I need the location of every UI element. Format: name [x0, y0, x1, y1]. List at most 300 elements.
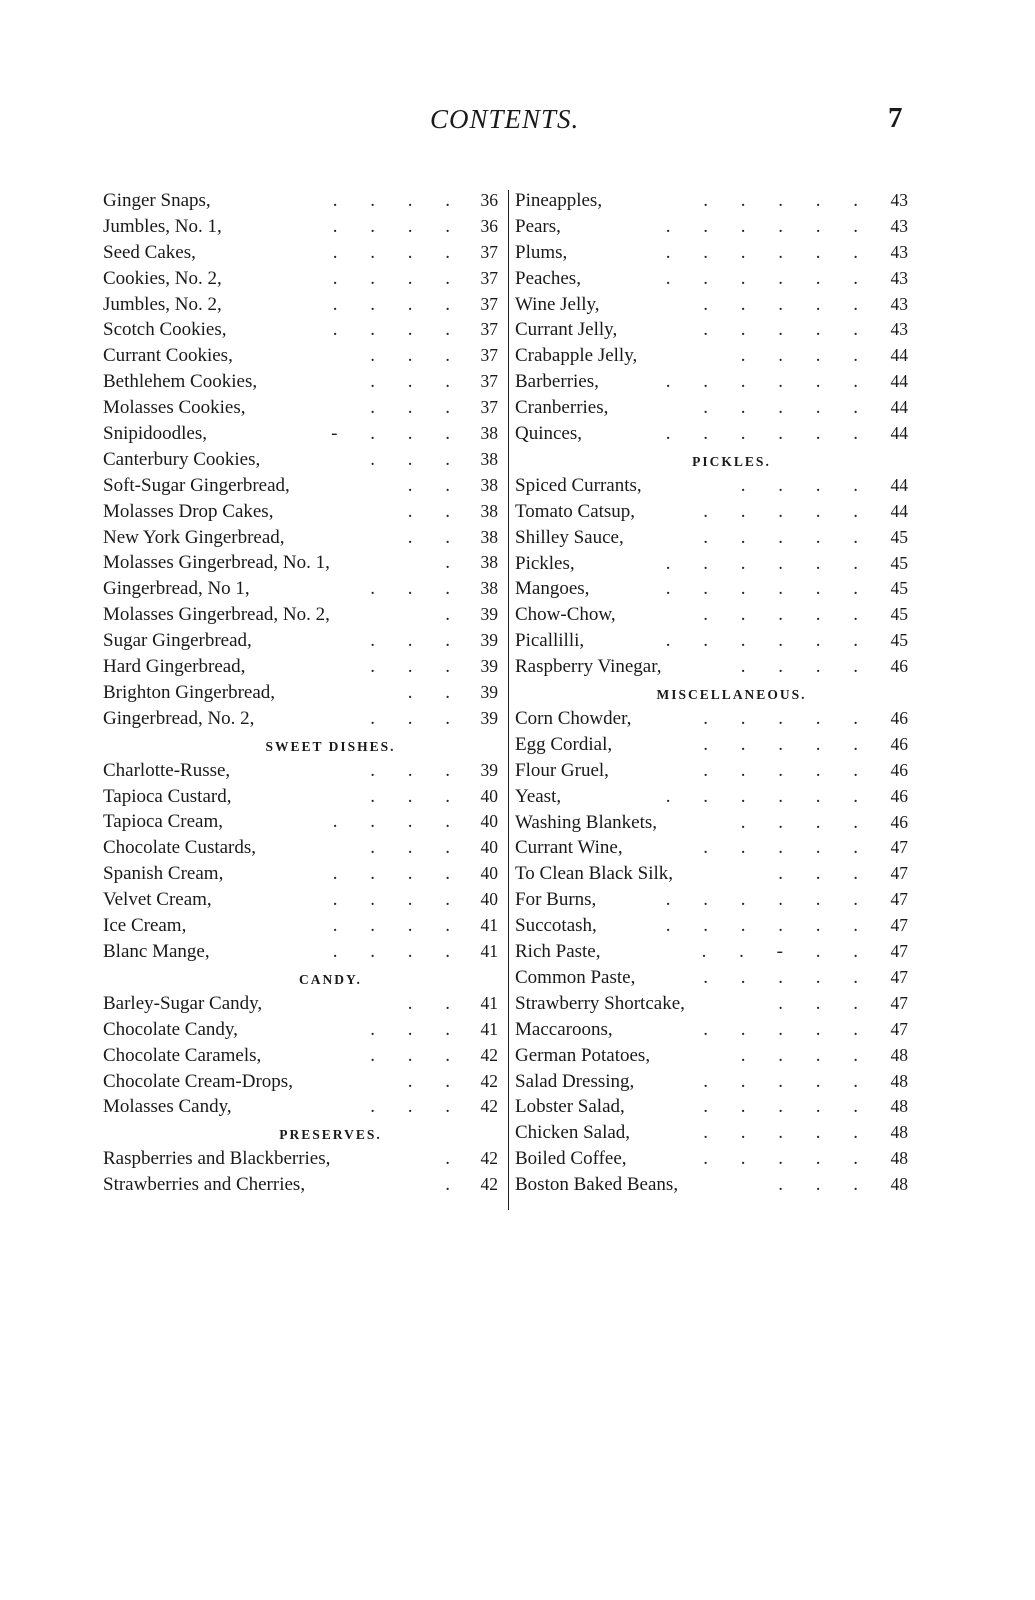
entry-page-number: 43	[890, 215, 908, 236]
entry-title: Seed Cakes,	[103, 241, 196, 263]
toc-entry	[103, 421, 498, 447]
entry-title: Pears,	[515, 215, 561, 237]
entry-leader-dots: . . . .	[332, 190, 464, 211]
toc-entry	[103, 1069, 498, 1095]
entry-leader-dots: . . . . .	[703, 1148, 872, 1170]
entry-page-number: 44	[890, 397, 908, 418]
entry-title: Quinces,	[515, 423, 583, 445]
entry-page-number: 47	[890, 837, 908, 858]
toc-entry	[103, 654, 498, 680]
entry-page-number: 48	[890, 1096, 908, 1117]
entry-page-number: 43	[890, 319, 908, 340]
entry-page-number: 46	[890, 733, 908, 754]
toc-entry	[515, 1094, 908, 1120]
entry-leader-dots: . . .	[370, 785, 464, 807]
toc-entry	[515, 188, 908, 214]
toc-section-miscellaneous	[515, 680, 908, 1198]
entry-leader-dots: . . . . .	[703, 837, 872, 859]
entry-leader-dots: . . . .	[740, 1044, 872, 1066]
toc-entry	[103, 758, 498, 784]
entry-leader-dots: . . - . .	[701, 941, 872, 963]
entry-page-number: 39	[480, 707, 498, 728]
toc-entry	[515, 292, 908, 318]
entry-title: Snipidoodles,	[103, 423, 207, 445]
entry-title: Molasses Cookies,	[103, 397, 246, 419]
entry-title: Chocolate Custards,	[103, 837, 257, 859]
entry-title: Pickles,	[515, 552, 575, 574]
entry-leader-dots: . . . .	[332, 241, 464, 263]
toc-entry	[103, 525, 498, 551]
toc-entry	[515, 602, 908, 628]
entry-title: Blanc Mange,	[103, 940, 210, 962]
section-heading: CANDY.	[299, 971, 362, 987]
toc-entry	[103, 240, 498, 266]
entry-page-number: 43	[890, 293, 908, 314]
entry-leader-dots: . . . .	[740, 811, 872, 833]
toc-entry	[103, 784, 498, 810]
entry-leader-dots: . . . . .	[703, 733, 872, 755]
toc-entry	[103, 499, 498, 525]
entry-leader-dots: . . . .	[332, 267, 464, 289]
entry-title: Cookies, No. 2,	[103, 267, 222, 289]
entry-leader-dots: . . . .	[332, 863, 464, 885]
entry-title: Peaches,	[515, 267, 581, 289]
entry-title: Currant Wine,	[515, 837, 623, 859]
toc-entry	[103, 447, 498, 473]
toc-entry	[515, 991, 908, 1017]
entry-leader-dots: . . . . .	[703, 708, 872, 730]
toc-entry	[103, 395, 498, 421]
entry-title: Jumbles, No. 2,	[103, 293, 222, 315]
entry-page-number: 38	[480, 500, 498, 521]
entry-page-number: 44	[890, 371, 908, 392]
entry-title: Succotash,	[515, 915, 597, 937]
toc-entry	[515, 706, 908, 732]
entry-leader-dots: . . . .	[332, 319, 464, 341]
entry-leader-dots: . . .	[370, 656, 464, 678]
toc-entry	[515, 343, 908, 369]
entry-title: Ice Cream,	[103, 915, 187, 937]
toc-entry	[103, 292, 498, 318]
entry-title: Cranberries,	[515, 397, 609, 419]
toc-entry	[103, 1146, 498, 1172]
entry-title: Charlotte-Russe,	[103, 759, 231, 781]
toc-entry	[103, 602, 498, 628]
toc-right-column	[515, 188, 908, 1198]
entry-leader-dots: . . . . .	[703, 397, 872, 419]
page-number: 7	[888, 102, 903, 134]
entry-leader-dots: . . . .	[740, 656, 872, 678]
entry-title: Washing Blankets,	[515, 811, 658, 833]
entry-leader-dots: . . . . . .	[665, 423, 872, 445]
toc-entry	[103, 1017, 498, 1043]
entry-title: Picallilli,	[515, 630, 585, 652]
entry-leader-dots: . . . . .	[703, 1018, 872, 1040]
entry-title: Boiled Coffee,	[515, 1148, 627, 1170]
entry-page-number: 42	[480, 1148, 498, 1169]
entry-title: Sugar Gingerbread,	[103, 630, 252, 652]
entry-title: Strawberries and Cherries,	[103, 1174, 306, 1196]
toc-section-preserves	[103, 1120, 498, 1198]
entry-leader-dots: . . .	[370, 630, 464, 652]
toc-entry	[515, 395, 908, 421]
toc-entry	[515, 1017, 908, 1043]
section-heading: PICKLES.	[692, 453, 771, 469]
entry-title: Tapioca Cream,	[103, 811, 224, 833]
toc-section-sweet-dishes	[103, 732, 498, 965]
entry-leader-dots: . . . . .	[703, 604, 872, 626]
entry-page-number: 41	[480, 992, 498, 1013]
entry-page-number: 42	[480, 1044, 498, 1065]
entry-title: Currant Jelly,	[515, 319, 618, 341]
entry-title: Strawberry Shortcake,	[515, 992, 685, 1014]
entry-title: Hard Gingerbread,	[103, 656, 246, 678]
toc-section	[515, 188, 908, 447]
entry-page-number: 37	[480, 319, 498, 340]
entry-leader-dots: .	[445, 1174, 464, 1196]
entry-title: Yeast,	[515, 785, 562, 807]
entry-title: Molasses Candy,	[103, 1096, 232, 1118]
toc-entry	[103, 939, 498, 965]
toc-left-column	[103, 188, 498, 1198]
entry-page-number: 43	[890, 267, 908, 288]
toc-section	[103, 188, 498, 732]
entry-page-number: 40	[480, 863, 498, 884]
entry-leader-dots: . . . . . .	[665, 915, 872, 937]
entry-title: Chicken Salad,	[515, 1122, 631, 1144]
entry-leader-dots: . . . . .	[703, 293, 872, 315]
entry-page-number: 43	[890, 190, 908, 210]
entry-title: Rich Paste,	[515, 941, 601, 963]
entry-leader-dots: . . .	[370, 1044, 464, 1066]
entry-leader-dots: . . . . . .	[665, 630, 872, 652]
entry-page-number: 38	[480, 552, 498, 573]
entry-title: Raspberry Vinegar,	[515, 656, 662, 678]
entry-page-number: 46	[890, 811, 908, 832]
toc-entry	[103, 266, 498, 292]
entry-title: Scotch Cookies,	[103, 319, 227, 341]
entry-title: Jumbles, No. 1,	[103, 215, 222, 237]
toc-entry	[515, 913, 908, 939]
entry-title: Spiced Currants,	[515, 474, 642, 496]
toc-entry	[515, 1146, 908, 1172]
entry-title: For Burns,	[515, 889, 597, 911]
toc-entry	[515, 1120, 908, 1146]
entry-leader-dots: .	[445, 604, 464, 626]
entry-page-number: 39	[480, 604, 498, 625]
entry-page-number: 39	[480, 681, 498, 702]
toc-entry	[515, 835, 908, 861]
toc-entry	[103, 473, 498, 499]
entry-title: Flour Gruel,	[515, 759, 609, 781]
entry-page-number: 38	[480, 448, 498, 469]
entry-title: Brighton Gingerbread,	[103, 681, 276, 703]
entry-title: New York Gingerbread,	[103, 526, 285, 548]
entry-title: Soft-Sugar Gingerbread,	[103, 474, 290, 496]
entry-leader-dots: . . .	[370, 397, 464, 419]
entry-leader-dots: . . .	[370, 448, 464, 470]
entry-leader-dots: . . .	[370, 707, 464, 729]
entry-title: Molasses Drop Cakes,	[103, 500, 274, 522]
toc-entry	[103, 1172, 498, 1198]
entry-page-number: 39	[480, 759, 498, 780]
entry-page-number: 40	[480, 785, 498, 806]
entry-title: Chocolate Candy,	[103, 1018, 238, 1040]
entry-page-number: 45	[890, 630, 908, 651]
toc-entry	[515, 810, 908, 836]
entry-leader-dots: . . . . . .	[665, 215, 872, 237]
toc-entry	[515, 214, 908, 240]
toc-entry	[103, 1043, 498, 1069]
toc-entry	[515, 576, 908, 602]
entry-title: Gingerbread, No 1,	[103, 578, 250, 600]
entry-leader-dots: . . . .	[332, 889, 464, 911]
entry-title: Chocolate Cream-Drops,	[103, 1070, 293, 1092]
entry-leader-dots: . . . . . .	[665, 241, 872, 263]
entry-page-number: 41	[480, 915, 498, 936]
entry-leader-dots: . . .	[370, 578, 464, 600]
entry-page-number: 37	[480, 293, 498, 314]
entry-leader-dots: . . . . .	[703, 500, 872, 522]
toc-entry	[103, 188, 498, 214]
entry-title: Tomato Catsup,	[515, 500, 636, 522]
toc-entry	[515, 861, 908, 887]
entry-leader-dots: . . . .	[332, 811, 464, 833]
entry-leader-dots: .	[445, 552, 464, 574]
toc-entry	[103, 550, 498, 576]
toc-entry	[515, 887, 908, 913]
entry-leader-dots: . .	[407, 1070, 464, 1092]
entry-title: Bethlehem Cookies,	[103, 371, 258, 393]
toc-entry	[515, 473, 908, 499]
entry-title: Barley-Sugar Candy,	[103, 992, 263, 1014]
toc-entry	[515, 551, 908, 577]
entry-page-number: 48	[890, 1122, 908, 1143]
entry-page-number: 37	[480, 371, 498, 392]
toc-entry	[103, 887, 498, 913]
section-heading: SWEET DISHES.	[265, 738, 396, 754]
entry-title: Boston Baked Beans,	[515, 1174, 679, 1196]
entry-title: Ginger Snaps,	[103, 190, 211, 211]
toc-entry	[515, 654, 908, 680]
entry-page-number: 47	[890, 915, 908, 936]
entry-page-number: 44	[890, 500, 908, 521]
entry-leader-dots: .	[445, 1148, 464, 1170]
entry-leader-dots: . . . . . .	[665, 785, 872, 807]
entry-leader-dots: . . . . .	[703, 526, 872, 548]
entry-page-number: 46	[890, 708, 908, 729]
toc-entry	[515, 758, 908, 784]
toc-entry	[515, 1069, 908, 1095]
toc-entry	[103, 706, 498, 732]
entry-leader-dots: . . .	[370, 1018, 464, 1040]
entry-page-number: 45	[890, 526, 908, 547]
entry-leader-dots: . . . . . .	[665, 578, 872, 600]
entry-page-number: 47	[890, 1018, 908, 1039]
entry-title: Canterbury Cookies,	[103, 448, 261, 470]
entry-title: Common Paste,	[515, 966, 636, 988]
entry-page-number: 48	[890, 1070, 908, 1091]
entry-leader-dots: . .	[407, 474, 464, 496]
entry-page-number: 37	[480, 345, 498, 366]
toc-entry	[515, 317, 908, 343]
entry-page-number: 37	[480, 397, 498, 418]
entry-leader-dots: . . .	[370, 345, 464, 367]
entry-page-number: 47	[890, 863, 908, 884]
entry-page-number: 48	[890, 1174, 908, 1195]
entry-page-number: 36	[480, 190, 498, 210]
entry-title: Crabapple Jelly,	[515, 345, 638, 367]
entry-title: Molasses Gingerbread, No. 2,	[103, 604, 330, 626]
entry-leader-dots: . . . . .	[703, 759, 872, 781]
entry-page-number: 38	[480, 526, 498, 547]
entry-page-number: 47	[890, 889, 908, 910]
page-header	[0, 104, 1035, 144]
entry-page-number: 44	[890, 474, 908, 495]
entry-leader-dots: . . . . .	[703, 1070, 872, 1092]
entry-title: Wine Jelly,	[515, 293, 600, 315]
entry-title: Pineapples,	[515, 190, 603, 211]
entry-leader-dots: . . .	[778, 1174, 872, 1196]
entry-leader-dots: . . .	[778, 992, 872, 1014]
toc-entry	[515, 1172, 908, 1198]
toc-entry	[515, 525, 908, 551]
toc-section-candy	[103, 965, 498, 1120]
entry-title: To Clean Black Silk,	[515, 863, 674, 885]
entry-page-number: 40	[480, 811, 498, 832]
entry-leader-dots: . . . .	[332, 940, 464, 962]
entry-leader-dots: . . . . .	[703, 1096, 872, 1118]
entry-leader-dots: . . . . . .	[665, 552, 872, 574]
entry-leader-dots: . . . .	[740, 345, 872, 367]
entry-title: Tapioca Custard,	[103, 785, 232, 807]
entry-page-number: 42	[480, 1174, 498, 1195]
entry-page-number: 41	[480, 1018, 498, 1039]
toc-entry	[103, 214, 498, 240]
entry-page-number: 38	[480, 578, 498, 599]
toc-entry	[103, 680, 498, 706]
entry-leader-dots: . . . .	[332, 293, 464, 315]
entry-title: Maccaroons,	[515, 1018, 613, 1040]
entry-page-number: 45	[890, 578, 908, 599]
toc-entry	[103, 628, 498, 654]
entry-leader-dots: . . . . .	[703, 190, 872, 211]
toc-entry	[515, 1043, 908, 1069]
entry-leader-dots: . . .	[370, 1096, 464, 1118]
entry-leader-dots: . . .	[370, 759, 464, 781]
entry-page-number: 43	[890, 241, 908, 262]
entry-page-number: 47	[890, 941, 908, 962]
toc-entry	[103, 317, 498, 343]
entry-page-number: 46	[890, 785, 908, 806]
toc-entry	[515, 965, 908, 991]
entry-page-number: 46	[890, 656, 908, 677]
entry-page-number: 39	[480, 656, 498, 677]
entry-title: Egg Cordial,	[515, 733, 613, 755]
toc-entry	[515, 732, 908, 758]
toc-entry	[103, 861, 498, 887]
toc-entry	[515, 499, 908, 525]
entry-page-number: 47	[890, 966, 908, 987]
entry-leader-dots: . . .	[370, 371, 464, 393]
entry-page-number: 40	[480, 837, 498, 858]
entry-title: Spanish Cream,	[103, 863, 224, 885]
entry-page-number: 41	[480, 940, 498, 961]
entry-title: Velvet Cream,	[103, 889, 212, 911]
entry-leader-dots: . . .	[778, 863, 872, 885]
entry-title: Corn Chowder,	[515, 708, 632, 730]
entry-page-number: 47	[890, 992, 908, 1013]
entry-page-number: 48	[890, 1148, 908, 1169]
entry-leader-dots: . .	[407, 500, 464, 522]
toc-entry	[515, 421, 908, 447]
entry-leader-dots: . .	[407, 526, 464, 548]
entry-title: Molasses Gingerbread, No. 1,	[103, 552, 330, 574]
entry-leader-dots: . .	[407, 681, 464, 703]
entry-page-number: 42	[480, 1096, 498, 1117]
entry-page-number: 44	[890, 345, 908, 366]
entry-page-number: 39	[480, 630, 498, 651]
entry-leader-dots: . . . .	[740, 474, 872, 496]
toc-entry	[515, 939, 908, 965]
entry-title: Shilley Sauce,	[515, 526, 624, 548]
toc-entry	[515, 369, 908, 395]
entry-title: Gingerbread, No. 2,	[103, 707, 255, 729]
entry-title: Mangoes,	[515, 578, 590, 600]
entry-page-number: 36	[480, 215, 498, 236]
toc-entry	[103, 991, 498, 1017]
toc-entry	[515, 784, 908, 810]
entry-leader-dots: . . . .	[332, 215, 464, 237]
entry-page-number: 42	[480, 1070, 498, 1091]
toc-entry	[103, 576, 498, 602]
column-divider	[508, 190, 509, 1210]
entry-page-number: 38	[480, 423, 498, 444]
entry-page-number: 38	[480, 474, 498, 495]
entry-title: Salad Dressing,	[515, 1070, 635, 1092]
entry-title: Chow-Chow,	[515, 604, 616, 626]
entry-page-number: 37	[480, 241, 498, 262]
toc-entry	[103, 835, 498, 861]
toc-section-pickles	[515, 447, 908, 680]
entry-page-number: 45	[890, 604, 908, 625]
entry-title: Currant Cookies,	[103, 345, 233, 367]
toc-entry	[515, 266, 908, 292]
entry-leader-dots: . . . . . .	[665, 889, 872, 911]
section-heading: MISCELLANEOUS.	[656, 687, 807, 703]
entry-title: German Potatoes,	[515, 1044, 651, 1066]
entry-title: Lobster Salad,	[515, 1096, 625, 1118]
toc-entry	[515, 240, 908, 266]
entry-leader-dots: . . .	[370, 837, 464, 859]
entry-page-number: 45	[890, 552, 908, 573]
toc-entry	[103, 1094, 498, 1120]
entry-title: Chocolate Caramels,	[103, 1044, 262, 1066]
entry-leader-dots: . . . . .	[703, 319, 872, 341]
entry-leader-dots: . . . . . .	[665, 267, 872, 289]
toc-entry	[103, 809, 498, 835]
toc-entry	[103, 369, 498, 395]
running-title: CONTENTS.	[430, 104, 580, 134]
entry-leader-dots: . . . .	[332, 915, 464, 937]
toc-entry	[103, 913, 498, 939]
entry-page-number: 37	[480, 267, 498, 288]
entry-leader-dots: . .	[407, 992, 464, 1014]
entry-page-number: 40	[480, 889, 498, 910]
entry-title: Plums,	[515, 241, 568, 263]
entry-title: Barberries,	[515, 371, 599, 393]
entry-leader-dots: - . . .	[331, 423, 464, 445]
